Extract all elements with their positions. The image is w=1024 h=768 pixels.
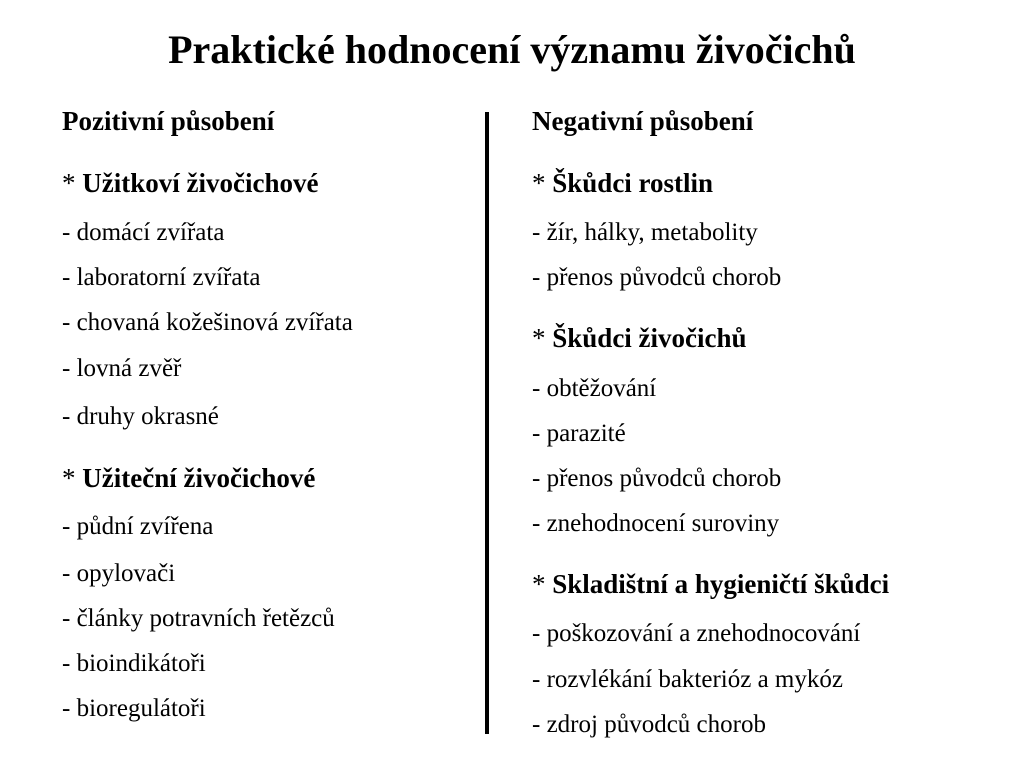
list-item: - domácí zvířata — [62, 219, 225, 246]
list-item: - druhy okrasné — [62, 403, 219, 430]
list-item: - články potravních řetězců — [62, 605, 335, 632]
group-label: Skladištní a hygieničtí škůdci — [552, 569, 890, 599]
list-item: - přenos původců chorob — [532, 465, 782, 492]
bullet: * — [532, 168, 546, 198]
group-header — [62, 463, 315, 493]
bullet: * — [532, 569, 546, 599]
list-item: - poškozování a znehodnocování — [532, 620, 861, 647]
list-item: - žír, hálky, metabolity — [532, 219, 758, 246]
list-item: - znehodnocení suroviny — [532, 510, 780, 537]
group-label: Škůdci živočichů — [552, 323, 747, 353]
bullet: * — [62, 463, 76, 493]
list-item: - bioregulátoři — [62, 695, 206, 722]
column-divider — [485, 112, 489, 734]
list-item: - parazité — [532, 420, 626, 447]
negative-heading: Negativní působení — [532, 106, 754, 136]
bullet: * — [532, 323, 546, 353]
list-item: - půdní zvířena — [62, 513, 214, 540]
page-title: Praktické hodnocení významu živočichů — [168, 27, 856, 72]
group-label: Škůdci rostlin — [552, 168, 714, 198]
positive-heading: Pozitivní působení — [62, 106, 275, 136]
group-label: Užiteční živočichové — [82, 463, 316, 493]
list-item: - opylovači — [62, 560, 176, 587]
group-header — [532, 168, 713, 198]
list-item: - přenos původců chorob — [532, 264, 782, 291]
list-item: - laboratorní zvířata — [62, 264, 261, 291]
list-item: - lovná zvěř — [62, 355, 182, 382]
group-header — [532, 569, 889, 599]
list-item: - chovaná kožešinová zvířata — [62, 309, 353, 336]
list-item: - zdroj původců chorob — [532, 711, 766, 738]
list-item: - obtěžování — [532, 375, 657, 402]
list-item: - rozvlékání bakterióz a mykóz — [532, 666, 843, 693]
group-header — [532, 323, 747, 353]
bullet: * — [62, 168, 76, 198]
group-label: Užitkoví živočichové — [82, 168, 319, 198]
group-header — [62, 168, 318, 198]
list-item: - bioindikátoři — [62, 650, 206, 677]
